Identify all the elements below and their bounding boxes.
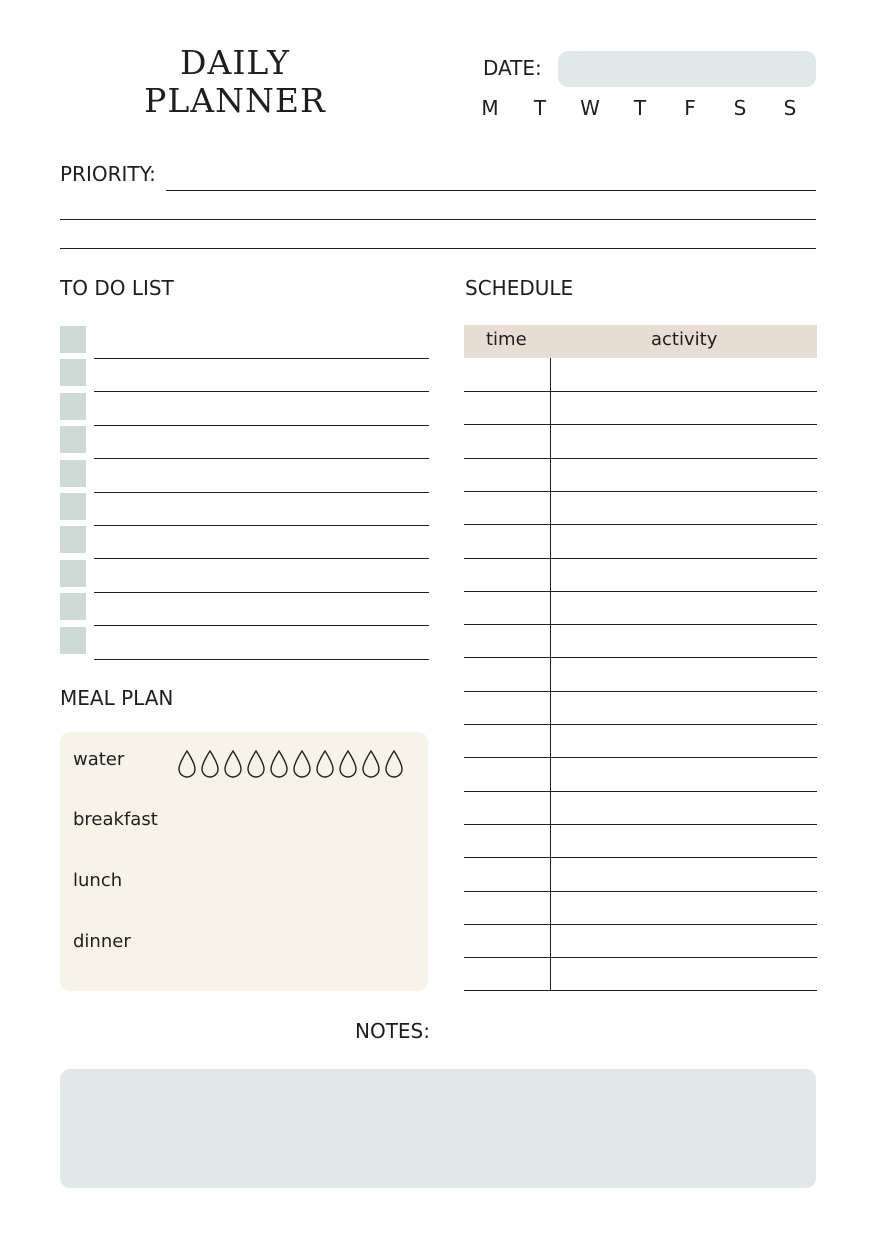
schedule-row-line[interactable] xyxy=(464,924,817,925)
water-drop-icon[interactable] xyxy=(383,749,405,783)
priority-line[interactable] xyxy=(60,219,816,220)
weekday-tuesday[interactable]: T xyxy=(533,96,547,120)
water-drop-icon[interactable] xyxy=(245,749,267,783)
schedule-row-line[interactable] xyxy=(464,791,817,792)
weekday-thursday[interactable]: T xyxy=(633,96,647,120)
schedule-row-line[interactable] xyxy=(464,657,817,658)
schedule-row-line[interactable] xyxy=(464,524,817,525)
todo-checkbox[interactable] xyxy=(60,526,86,553)
schedule-row-line[interactable] xyxy=(464,558,817,559)
schedule-header xyxy=(464,325,817,358)
todo-line[interactable] xyxy=(94,625,429,626)
todo-checkbox[interactable] xyxy=(60,359,86,386)
water-tracker xyxy=(176,749,405,783)
weekday-saturday[interactable]: S xyxy=(733,96,747,120)
schedule-row-line[interactable] xyxy=(464,990,817,991)
todo-checkbox[interactable] xyxy=(60,627,86,654)
schedule-activity-header: activity xyxy=(651,329,718,350)
todo-line[interactable] xyxy=(94,592,429,593)
todo-line[interactable] xyxy=(94,525,429,526)
schedule-row-line[interactable] xyxy=(464,591,817,592)
notes-field[interactable] xyxy=(60,1069,816,1188)
meal-lunch-label: lunch xyxy=(73,870,123,891)
water-drop-icon[interactable] xyxy=(176,749,198,783)
schedule-row-line[interactable] xyxy=(464,891,817,892)
schedule-row-line[interactable] xyxy=(464,691,817,692)
schedule-row-line[interactable] xyxy=(464,957,817,958)
priority-line[interactable] xyxy=(60,248,816,249)
schedule-divider xyxy=(550,358,551,991)
meal-plan-heading: MEAL PLAN xyxy=(60,686,174,710)
todo-checkbox[interactable] xyxy=(60,460,86,487)
todo-checkbox[interactable] xyxy=(60,493,86,520)
title-line-2: PLANNER xyxy=(144,81,326,120)
priority-label: PRIORITY: xyxy=(60,162,156,186)
meal-dinner-label: dinner xyxy=(73,931,131,952)
meal-plan-panel xyxy=(60,732,428,991)
schedule-heading: SCHEDULE xyxy=(465,276,574,300)
planner-title xyxy=(130,44,340,120)
water-drop-icon[interactable] xyxy=(291,749,313,783)
notes-label: NOTES: xyxy=(355,1019,430,1043)
weekday-sunday[interactable]: S xyxy=(783,96,797,120)
title-line-1: DAILY xyxy=(180,43,290,82)
date-label: DATE: xyxy=(483,56,542,80)
schedule-row-line[interactable] xyxy=(464,491,817,492)
schedule-row-line[interactable] xyxy=(464,724,817,725)
schedule-row-line[interactable] xyxy=(464,624,817,625)
schedule-row-line[interactable] xyxy=(464,824,817,825)
weekday-row xyxy=(470,96,810,120)
water-drop-icon[interactable] xyxy=(222,749,244,783)
meal-water-label: water xyxy=(73,749,125,770)
todo-line[interactable] xyxy=(94,558,429,559)
water-drop-icon[interactable] xyxy=(360,749,382,783)
weekday-wednesday[interactable]: W xyxy=(580,96,600,120)
todo-checkbox[interactable] xyxy=(60,560,86,587)
schedule-row-line[interactable] xyxy=(464,424,817,425)
todo-checkbox[interactable] xyxy=(60,393,86,420)
todo-line[interactable] xyxy=(94,425,429,426)
schedule-row-line[interactable] xyxy=(464,857,817,858)
water-drop-icon[interactable] xyxy=(314,749,336,783)
schedule-row-line[interactable] xyxy=(464,757,817,758)
meal-breakfast-label: breakfast xyxy=(73,809,158,830)
water-drop-icon[interactable] xyxy=(268,749,290,783)
water-drop-icon[interactable] xyxy=(337,749,359,783)
schedule-time-header: time xyxy=(486,329,527,350)
todo-checkbox[interactable] xyxy=(60,326,86,353)
todo-line[interactable] xyxy=(94,358,429,359)
weekday-monday[interactable]: M xyxy=(481,96,499,120)
todo-checkbox[interactable] xyxy=(60,593,86,620)
date-field[interactable] xyxy=(558,51,816,87)
schedule-row-line[interactable] xyxy=(464,391,817,392)
schedule-row-line[interactable] xyxy=(464,458,817,459)
priority-line[interactable] xyxy=(166,190,816,191)
todo-checkbox[interactable] xyxy=(60,426,86,453)
todo-heading: TO DO LIST xyxy=(60,276,174,300)
water-drop-icon[interactable] xyxy=(199,749,221,783)
todo-line[interactable] xyxy=(94,659,429,660)
weekday-friday[interactable]: F xyxy=(684,96,696,120)
todo-line[interactable] xyxy=(94,492,429,493)
todo-line[interactable] xyxy=(94,391,429,392)
todo-line[interactable] xyxy=(94,458,429,459)
